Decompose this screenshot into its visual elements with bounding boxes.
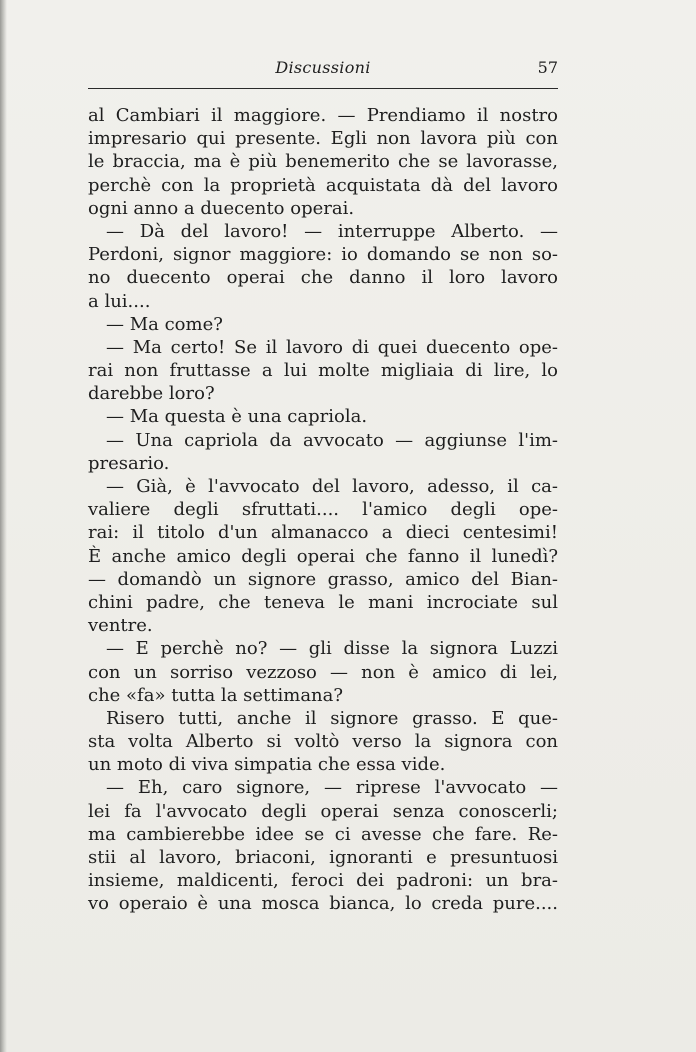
text-line: Risero tutti, anche il signore grasso. E que-: [106, 707, 558, 729]
header-rule: [88, 88, 558, 89]
text-line: a lui....: [88, 290, 151, 312]
text-line: darebbe loro?: [88, 383, 215, 405]
running-title: Discussioni: [275, 58, 371, 77]
text-line: — domandò un signore grasso, amico del Bian-: [88, 568, 558, 590]
text-line: ma cambierebbe idee se ci avesse che fare. Re-: [88, 823, 558, 845]
text-line: con un sorriso vezzoso — non è amico di lei,: [88, 661, 558, 683]
text-line: È anche amico degli operai che fanno il lunedì?: [88, 545, 558, 567]
text-line: lei fa l'avvocato degli operai senza conoscerli;: [88, 800, 558, 822]
text-line: sta volta Alberto si voltò verso la signora con: [88, 731, 558, 753]
text-line: — E perchè no? — gli disse la signora Luzzi: [106, 638, 558, 660]
text-line: — Ma certo! Se il lavoro di quei duecento ope-: [106, 336, 558, 358]
page-header: [88, 58, 558, 82]
text-line: ogni anno a duecento operai.: [88, 197, 355, 219]
text-line: impresario qui presente. Egli non lavora più con: [88, 128, 558, 150]
text-line: rai non fruttasse a lui molte migliaia di lire, lo: [88, 360, 558, 382]
text-line: — Una capriola da avvocato — aggiunse l'im-: [106, 429, 558, 451]
text-line: un moto di viva simpatia che essa vide.: [88, 754, 446, 776]
page-number: 57: [537, 58, 558, 77]
text-line: al Cambiari il maggiore. — Prendiamo il nostro: [88, 105, 558, 126]
text-line: le braccia, ma è più benemerito che se lavorasse,: [88, 151, 558, 173]
text-line: no duecento operai che danno il loro lavoro: [88, 267, 558, 289]
text-line: valiere degli sfruttati.... l'amico degli ope-: [88, 499, 558, 521]
text-line: — Dà del lavoro! — interruppe Alberto. —: [106, 220, 558, 242]
text-line: chini padre, che teneva le mani incrociate sul: [88, 591, 558, 613]
text-line: — Ma questa è una capriola.: [106, 406, 368, 428]
text-line: insieme, maldicenti, feroci dei padroni: un bra-: [88, 870, 558, 892]
text-line: che «fa» tutta la settimana?: [88, 684, 344, 706]
text-line: Perdoni, signor maggiore: io domando se non so-: [88, 244, 558, 266]
text-line: stii al lavoro, briaconi, ignoranti e presuntuosi: [88, 847, 558, 868]
text-line: — Eh, caro signore, — riprese l'avvocato —: [106, 777, 558, 799]
text-line: — Ma come?: [106, 313, 223, 335]
text-line: — Già, è l'avvocato del lavoro, adesso, il ca-: [106, 476, 558, 497]
body-text: [88, 104, 558, 916]
text-line: vo operaio è una mosca bianca, lo creda pure....: [88, 893, 558, 915]
binding-shadow: [0, 0, 7, 1052]
text-line: presario.: [88, 452, 170, 474]
text-line: ventre.: [88, 615, 153, 637]
text-line: rai: il titolo d'un almanacco a dieci centesimi!: [88, 522, 558, 544]
text-line: perchè con la proprietà acquistata dà del lavoro: [88, 174, 558, 196]
